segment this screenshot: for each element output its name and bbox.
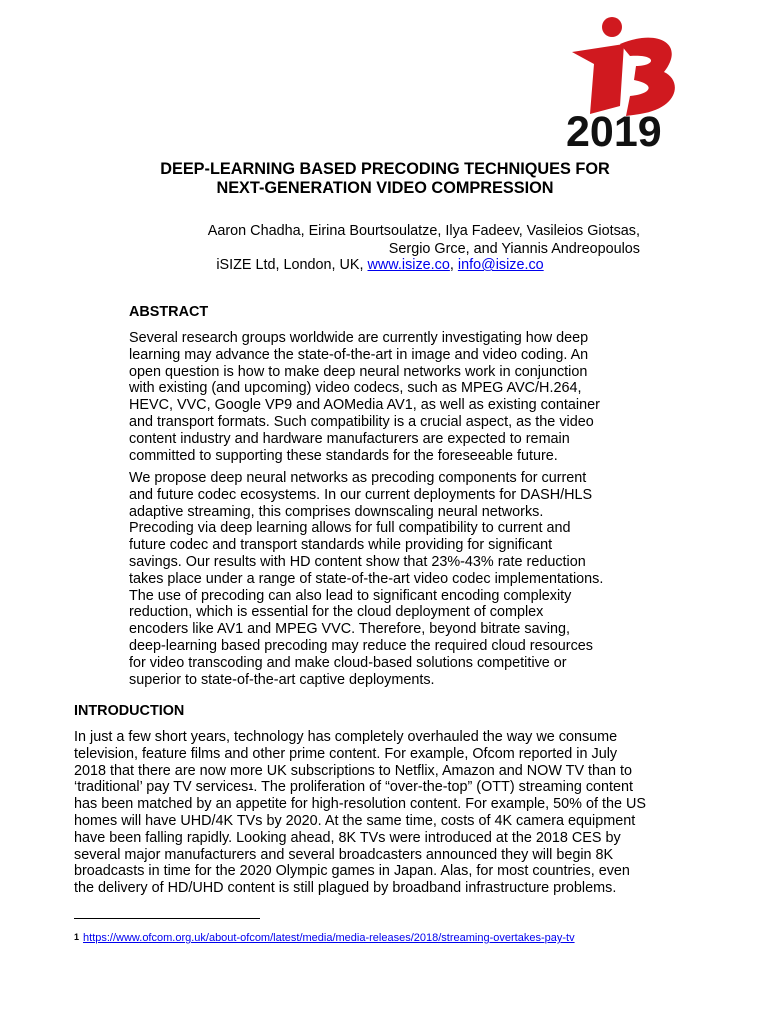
text-line: takes place under a range of state-of-the-art video codec implementations. (129, 570, 604, 587)
text-line: open question is how to make deep neural networks work in conjunction (129, 363, 588, 380)
website-link[interactable]: www.isize.co (367, 257, 450, 273)
text-line (74, 779, 646, 796)
text-line: television, feature films and other prime content. For example, Ofcom reported in July (74, 745, 618, 762)
author-list (150, 222, 640, 258)
affiliation (180, 256, 580, 274)
footnote-link[interactable]: https://www.ofcom.org.uk/about-ofcom/latest/media/media-releases/2018/streaming-overtakes-pay-tv (83, 932, 575, 944)
text-line: reduction, which is essential for the cloud deployment of complex (129, 604, 544, 621)
text-line: and transport formats. Such compatibility is a crucial aspect, as the video (129, 413, 594, 430)
abstract-paragraph-2 (129, 470, 603, 688)
abstract-paragraph-1 (129, 330, 600, 464)
text-line: the delivery of HD/UHD content is still plagued by broadband infrastructure problems. (74, 880, 617, 897)
author-line: Aaron Chadha, Eirina Bourtsoulatze, Ilya Fadeev, Vasileios Giotsas, (207, 223, 640, 239)
email-link[interactable]: info@isize.co (457, 257, 544, 273)
text-line: broadcasts in time for the 2020 Olympic games in Japan. Alas, for most countries, even (74, 863, 630, 880)
text-line: future codec and transport standards while providing for significant (129, 537, 553, 554)
text-line: has been matched by an appetite for high-resolution content. For example, 50% of the US (74, 796, 646, 813)
text-line: savings. Our results with HD content show that 23%-43% rate reduction (129, 553, 586, 570)
text-line: HEVC, VVC, Google VP9 and AOMedia AV1, as well as existing container (129, 397, 600, 414)
text-line: adaptive streaming, this comprises downscaling neural networks. (129, 503, 544, 520)
text-line: 2018 that there are now more UK subscriptions to Netflix, Amazon and NOW TV than to (74, 762, 633, 779)
affiliation-org: iSIZE Ltd, London, UK, (216, 257, 364, 273)
text-line: homes will have UHD/4K TVs by 2020. At the same time, costs of 4K camera equipment (74, 812, 636, 829)
footnote-mark: 1 (74, 932, 80, 942)
title-line: NEXT-GENERATION VIDEO COMPRESSION (216, 179, 554, 197)
introduction-paragraph (74, 729, 646, 897)
text-segment: . The proliferation of “over-the-top” (OTT) streaming content (253, 779, 634, 796)
text-line: deep-learning based precoding may reduce the required cloud resources (129, 637, 593, 654)
text-line: In just a few short years, technology has completely overhauled the way we consume (74, 729, 618, 745)
footnote-divider (74, 918, 260, 919)
text-line: encoders like AV1 and MPEG VVC. Therefore, beyond bitrate saving, (129, 621, 571, 638)
text-line: learning may advance the state-of-the-art in image and video coding. An (129, 346, 589, 363)
text-line: have been falling rapidly. Looking ahead, 8K TVs were introduced at the 2018 CES by (74, 829, 621, 846)
text-line: committed to supporting these standards for the foreseeable future. (129, 447, 558, 464)
logo-dot (602, 17, 622, 37)
introduction-heading: INTRODUCTION (74, 703, 185, 719)
text-line: The use of precoding can also lead to significant encoding complexity (129, 587, 572, 604)
text-line: and future codec ecosystems. In our current deployments for DASH/HLS (129, 486, 593, 503)
text-line: Precoding via deep learning allows for full compatibility to current and (129, 520, 571, 537)
text-line: several major manufacturers and several broadcasters announced they will begin 8K (74, 846, 614, 863)
title-line: DEEP-LEARNING BASED PRECODING TECHNIQUES FOR (160, 160, 610, 178)
affiliation-separator: , (449, 257, 454, 273)
text-line: content industry and hardware manufacturers are expected to remain (129, 430, 570, 447)
logo-shape-right (620, 38, 675, 116)
text-line: We propose deep neural networks as precoding components for current (129, 470, 587, 486)
logo-year: 2019 (566, 108, 662, 156)
text-segment: ‘traditional’ pay TV services (74, 779, 249, 796)
text-line: Several research groups worldwide are currently investigating how deep (129, 330, 589, 346)
logo-shape-left (572, 44, 624, 114)
text-line: for video transcoding and make cloud-based solutions competitive or (129, 654, 567, 671)
footnote (74, 932, 575, 944)
text-line: superior to state-of-the-art captive deployments. (129, 671, 435, 688)
paper-title (80, 160, 690, 198)
footnote-reference[interactable]: 1 (248, 782, 254, 793)
text-line: with existing (and upcoming) video codecs, such as MPEG AVC/H.264, (129, 380, 582, 397)
author-line: Sergio Grce, and Yiannis Andreopoulos (388, 241, 640, 257)
abstract-heading: ABSTRACT (129, 304, 209, 320)
